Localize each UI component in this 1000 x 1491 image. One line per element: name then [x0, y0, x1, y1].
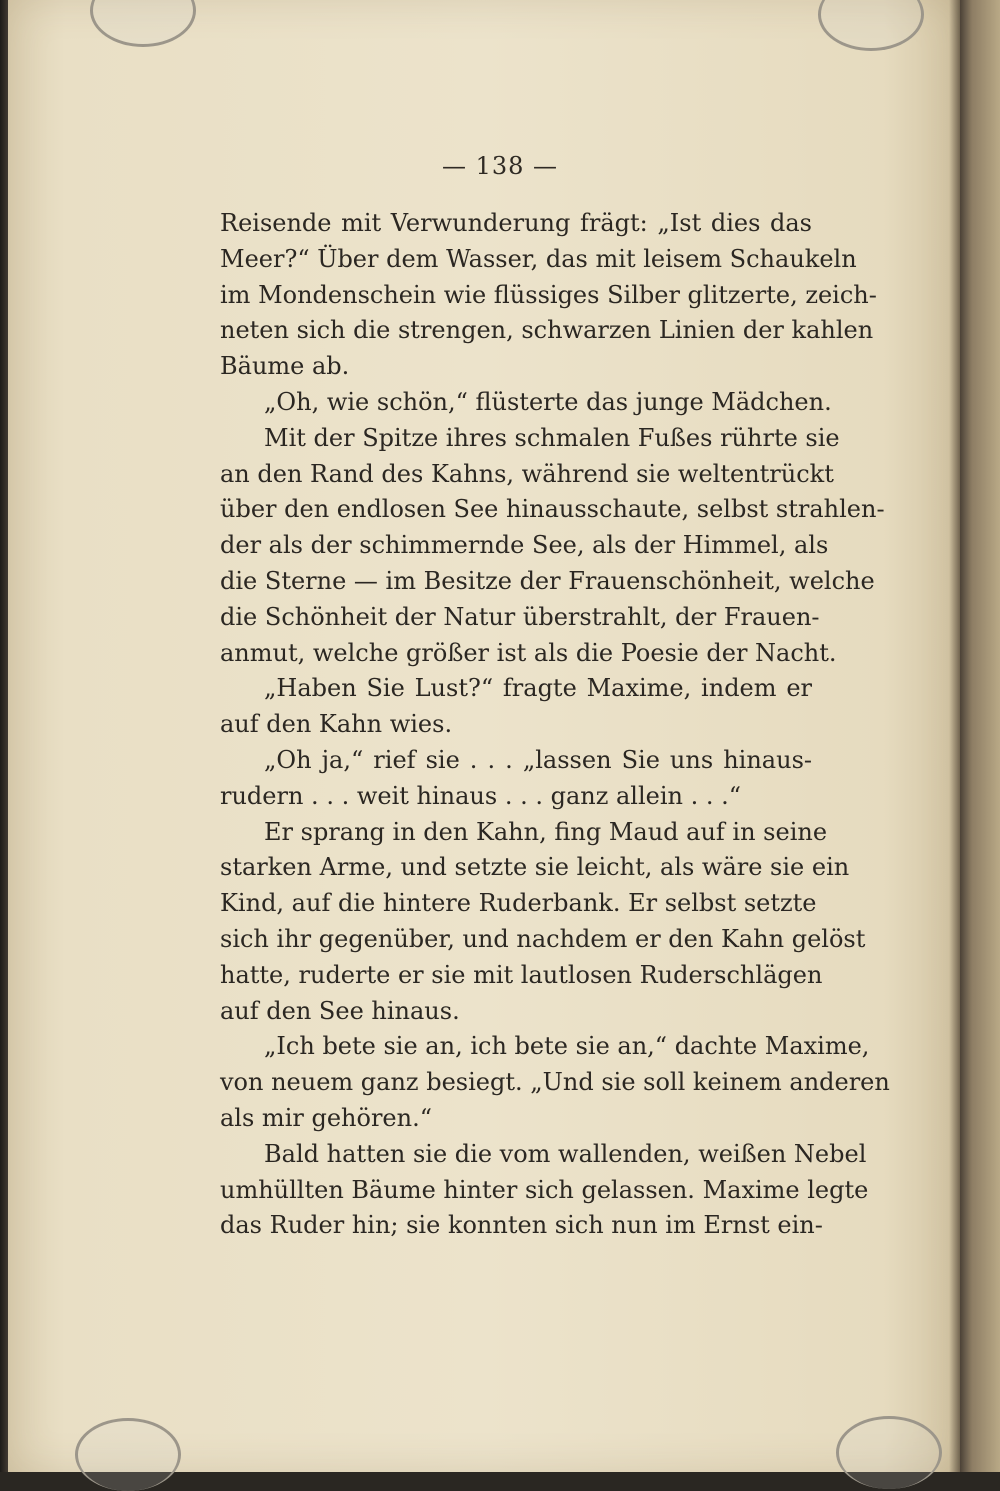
text-line: das Ruder hin; sie konnten sich nun im Ernst ein-	[220, 1211, 823, 1240]
body-text	[220, 206, 890, 1244]
page-clip-bottom-right	[836, 1416, 942, 1489]
text-line: auf den Kahn wies.	[220, 710, 453, 739]
text-line: neten sich die strengen, schwarzen Linien der kahlen	[220, 316, 874, 345]
text-line: „Oh ja,“ rief sie . . . „lassen Sie uns hinaus-	[264, 745, 812, 774]
text-line: Reisende mit Verwunderung frägt: „Ist dies das	[220, 209, 812, 237]
text-line: anmut, welche größer ist als die Poesie der Nacht.	[220, 638, 837, 667]
text-line: Kind, auf die hintere Ruderbank. Er selbst setzte	[220, 889, 817, 918]
text-line: auf den See hinaus.	[220, 996, 460, 1025]
text-line: „Haben Sie Lust?“ fragte Maxime, indem er	[264, 674, 812, 703]
text-line: Bäume ab.	[220, 352, 350, 381]
page-clip-bottom-left	[75, 1418, 181, 1491]
text-line: Er sprang in den Kahn, fing Maud auf in seine	[264, 817, 828, 846]
adjacent-page-edge	[960, 0, 1000, 1472]
text-line: die Schönheit der Natur überstrahlt, der Frauen-	[220, 602, 820, 631]
text-line: der als der schimmernde See, als der Himmel, als	[220, 531, 829, 560]
page-number: — 138 —	[441, 152, 559, 180]
text-line: von neuem ganz besiegt. „Und sie soll keinem anderen	[220, 1068, 890, 1097]
text-line: rudern . . . weit hinaus . . . ganz allein . . .“	[220, 781, 742, 810]
text-line: als mir gehören.“	[220, 1103, 432, 1132]
text-line: Meer?“ Über dem Wasser, das mit leisem Schaukeln	[220, 244, 857, 273]
page-gutter-shadow	[949, 0, 960, 1472]
text-line: starken Arme, und setzte sie leicht, als wäre sie ein	[220, 853, 850, 882]
text-line: die Sterne — im Besitze der Frauenschönheit, welche	[220, 566, 875, 595]
text-line: im Mondenschein wie flüssiges Silber glitzerte, zeich-	[220, 280, 877, 309]
text-line: Bald hatten sie die vom wallenden, weißen Nebel	[264, 1139, 867, 1168]
text-line: über den endlosen See hinausschaute, selbst strahlen-	[220, 495, 885, 524]
text-line: hatte, ruderte er sie mit lautlosen Ruderschlägen	[220, 960, 823, 989]
text-line: „Oh, wie schön,“ flüsterte das junge Mädchen.	[264, 387, 832, 416]
text-line: sich ihr gegenüber, und nachdem er den Kahn gelöst	[220, 924, 866, 953]
text-line: an den Rand des Kahns, während sie weltentrückt	[220, 459, 834, 488]
text-line: „Ich bete sie an, ich bete sie an,“ dachte Maxime,	[264, 1032, 870, 1061]
text-line: umhüllten Bäume hinter sich gelassen. Maxime legte	[220, 1175, 869, 1204]
text-line: Mit der Spitze ihres schmalen Fußes rührte sie	[264, 423, 840, 452]
